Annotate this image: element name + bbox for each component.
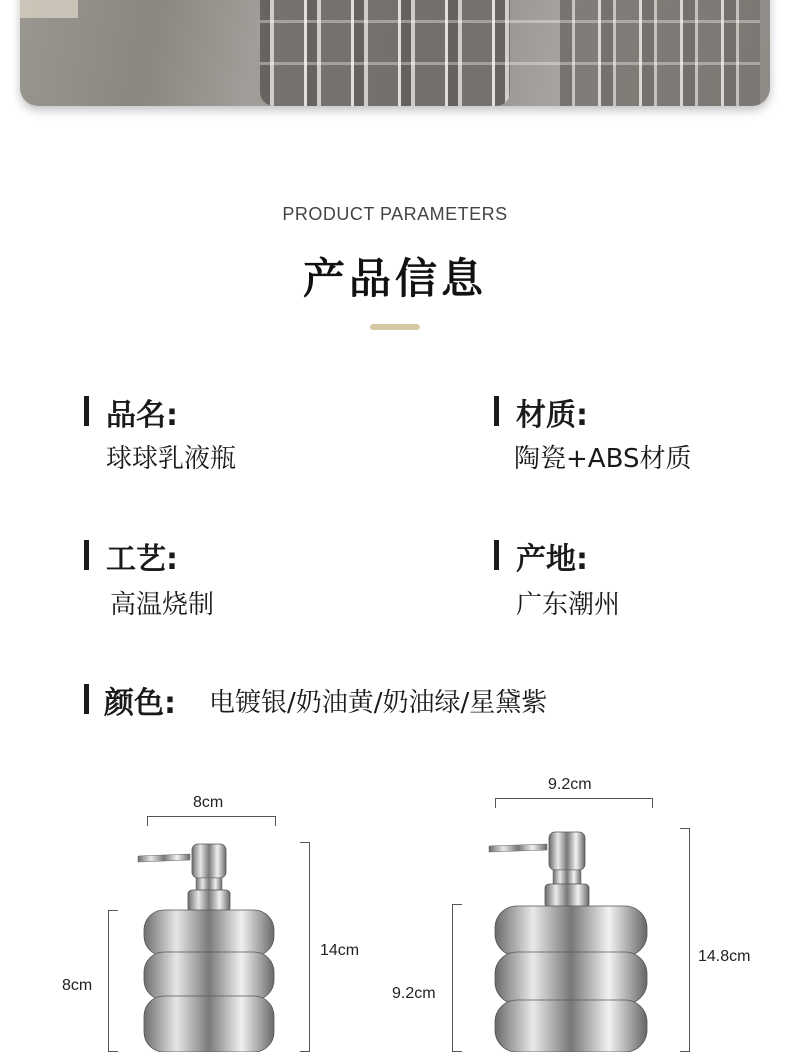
param-label: 品名:: [106, 398, 178, 433]
small-bottle-illustration: [130, 840, 290, 1052]
large-width-label: 9.2cm: [548, 776, 592, 793]
photo-highlight: [260, 20, 760, 23]
large-body-height-label: 9.2cm: [392, 985, 436, 1002]
param-marker: [84, 540, 89, 570]
photo-highlight: [260, 62, 760, 65]
large-bottle-illustration: [485, 826, 665, 1052]
param-value: 陶瓷+ABS材质: [514, 444, 692, 474]
param-label: 材质:: [516, 398, 588, 433]
section-title: 产品信息: [302, 254, 487, 303]
param-label: 产地:: [516, 542, 588, 577]
small-width-label: 8cm: [193, 794, 224, 811]
param-marker: [84, 684, 89, 714]
param-value: 高温烧制: [110, 590, 215, 620]
photo-chrome-bottle-reflection: [560, 0, 760, 106]
param-value: 球球乳液瓶: [106, 444, 237, 474]
small-height-label: 14cm: [320, 942, 360, 959]
param-value: 电镀银/奶油黄/奶油绿/星黛紫: [209, 688, 548, 718]
large-width-ruler: [495, 798, 653, 808]
small-width-ruler: [147, 816, 276, 826]
large-height-label: 14.8cm: [698, 948, 751, 965]
param-marker: [494, 540, 499, 570]
photo-chrome-bottle: [260, 0, 510, 106]
top-product-photo: [20, 0, 770, 106]
param-value: 广东潮州: [516, 590, 621, 620]
param-marker: [84, 396, 89, 426]
param-label: 工艺:: [106, 542, 178, 577]
section-title-english: PRODUCT PARAMETERS: [282, 204, 508, 224]
large-body-height-ruler: [452, 904, 462, 1052]
small-body-height-ruler: [108, 910, 118, 1052]
title-divider: [370, 324, 420, 330]
param-marker: [494, 396, 499, 426]
photo-background-object: [20, 0, 78, 18]
large-height-ruler: [680, 828, 690, 1052]
param-label: 颜色:: [104, 686, 176, 721]
small-body-height-label: 8cm: [62, 977, 93, 994]
small-height-ruler: [300, 842, 310, 1052]
